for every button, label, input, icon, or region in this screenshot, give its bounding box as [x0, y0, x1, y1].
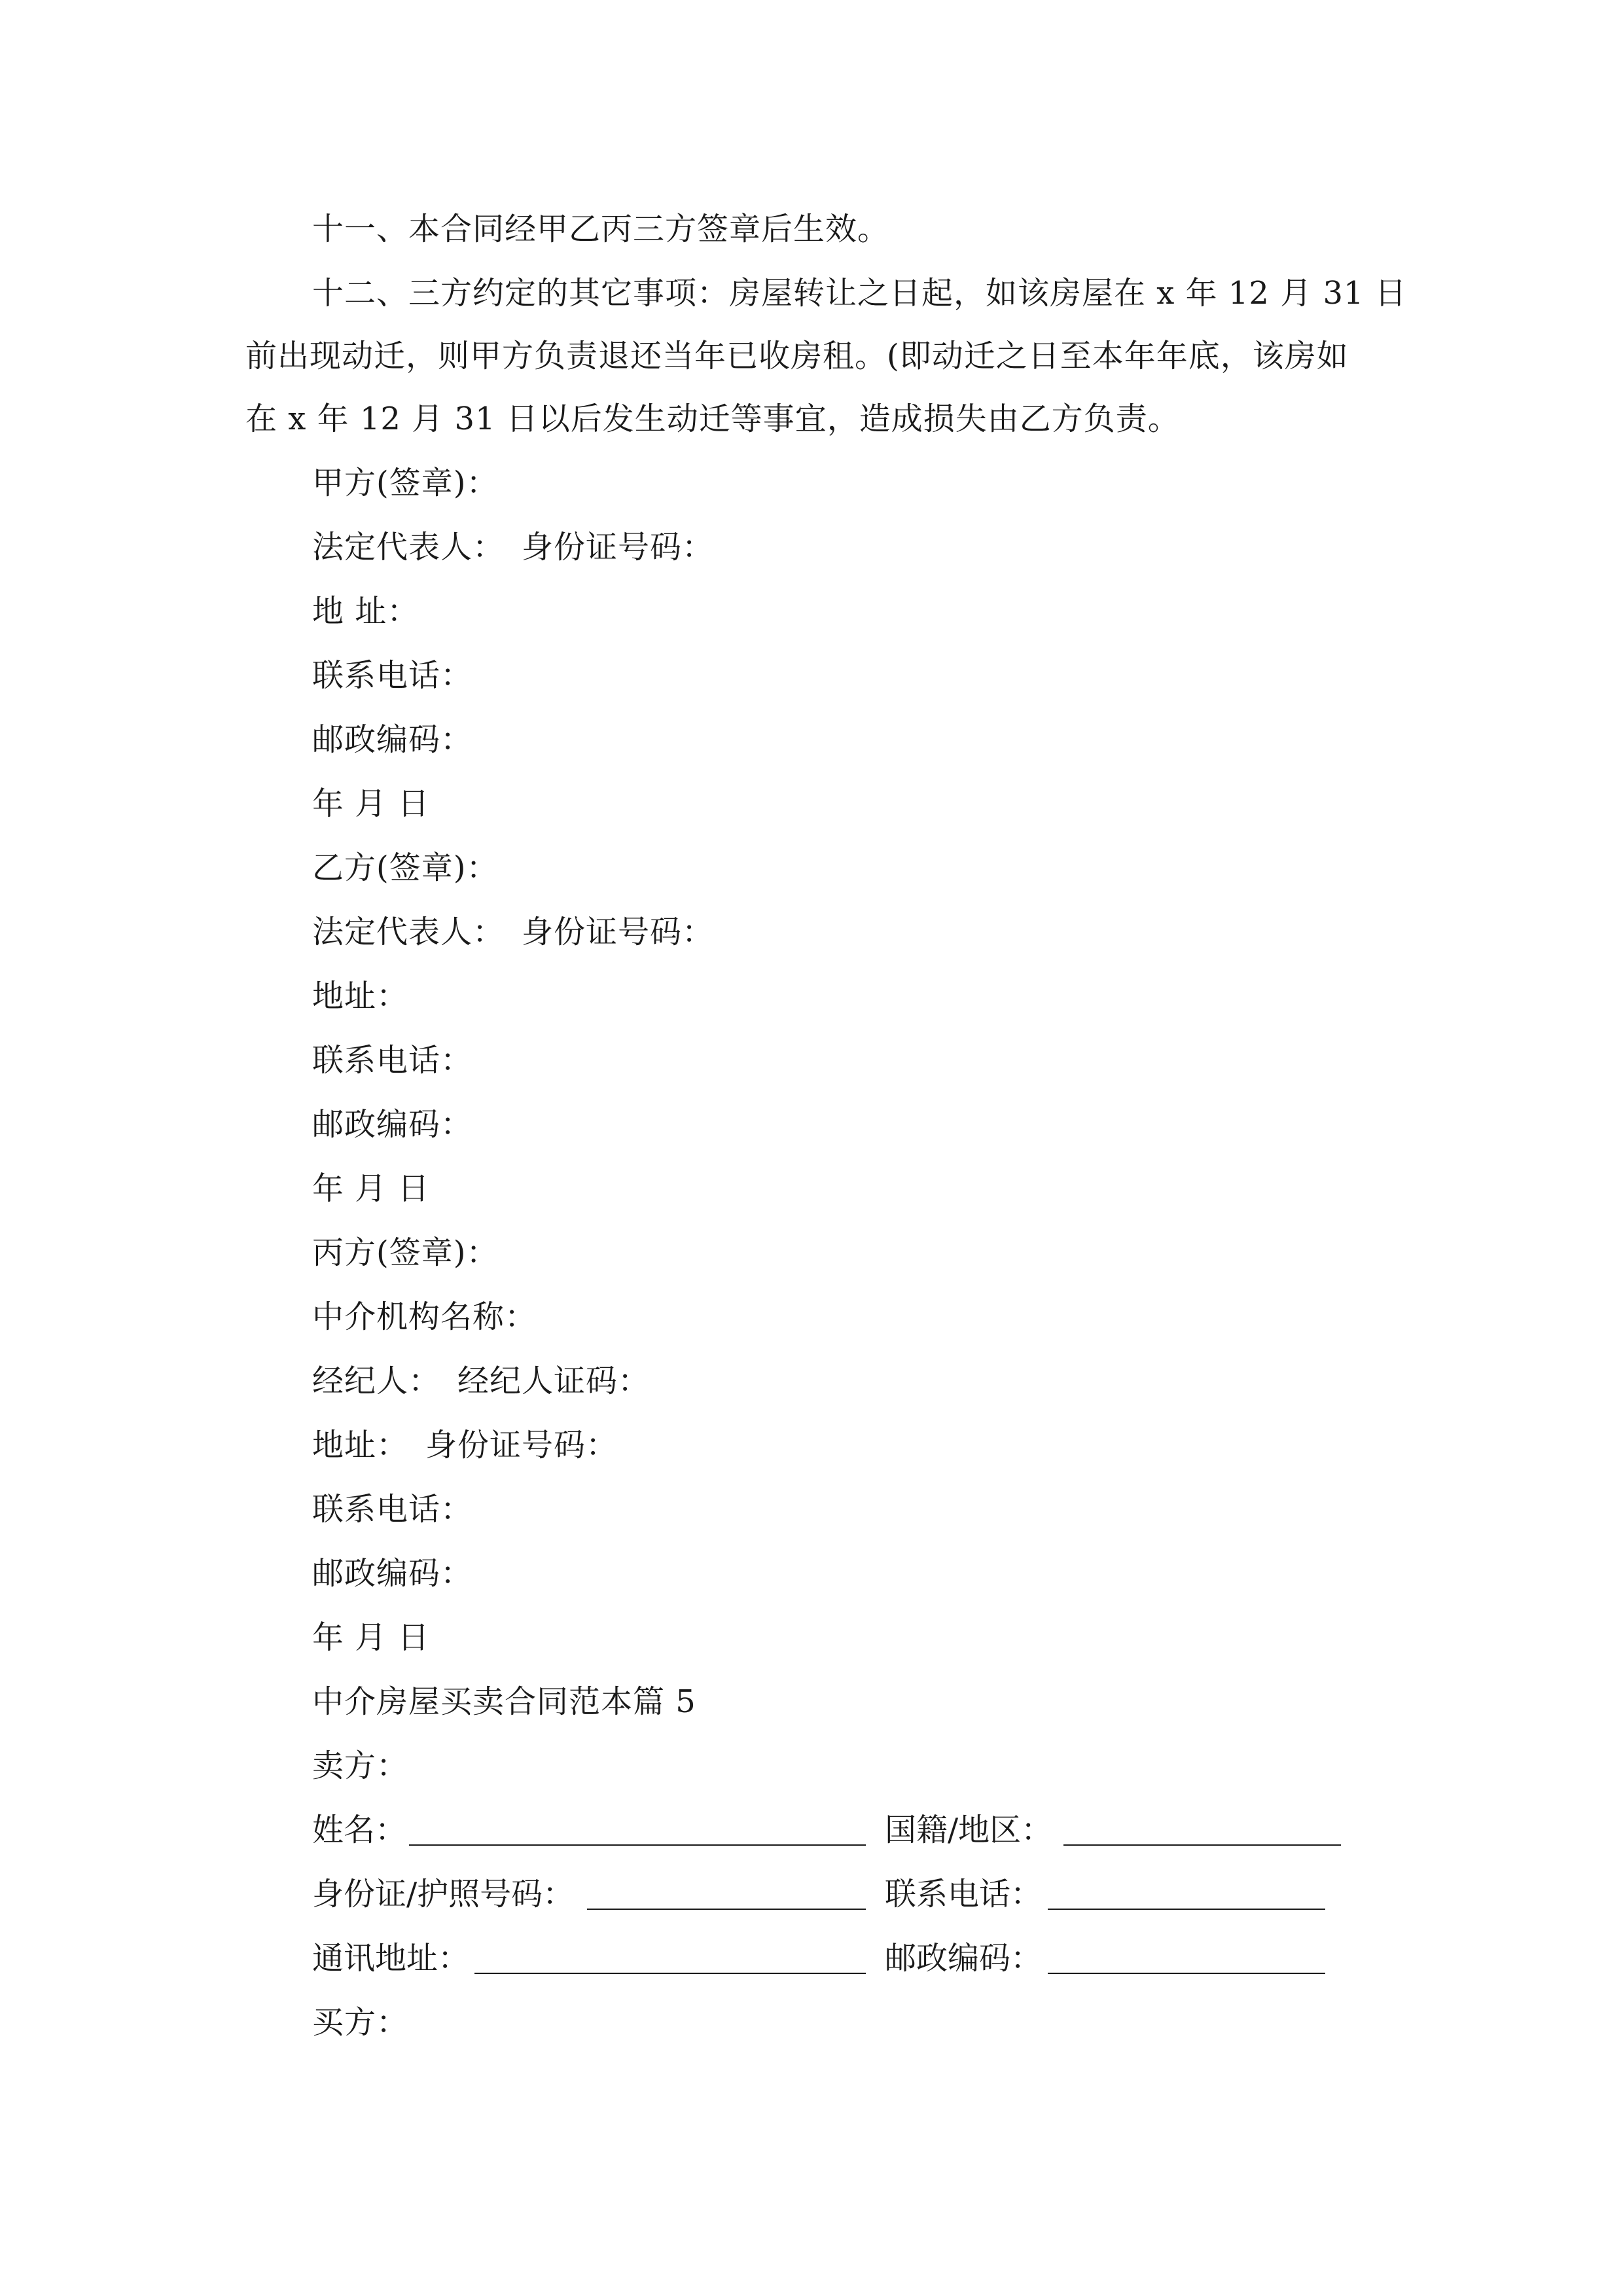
party-a-phone: 联系电话：: [312, 657, 473, 694]
seller-address-blank[interactable]: [474, 1973, 866, 1974]
seller-postcode-label: 邮政编码：: [885, 1940, 1043, 1977]
party-b-date: 年 月 日: [312, 1170, 430, 1207]
seller-nationality-blank[interactable]: [1063, 1844, 1341, 1846]
seller-title: 卖方：: [312, 1748, 409, 1784]
party-a-rep-row: [312, 526, 714, 568]
party-b-postcode: 邮政编码：: [312, 1106, 473, 1143]
party-c-address-label: 地址：: [312, 1427, 409, 1463]
seller-nationality-label: 国籍/地区：: [885, 1812, 1053, 1848]
party-c-postcode: 邮政编码：: [312, 1555, 473, 1592]
party-a-rep-label: 法定代表人：: [312, 529, 505, 565]
party-c-agency: 中介机构名称：: [312, 1299, 537, 1335]
party-c-agent-cert-label: 经纪人证码：: [457, 1363, 651, 1399]
party-b-rep-row: [312, 911, 714, 953]
party-b-rep-label: 法定代表人：: [312, 914, 505, 950]
party-c-title: 丙方(签章)：: [312, 1234, 499, 1271]
clause-12-line-1: 十二、三方约定的其它事项：房屋转让之日起，如该房屋在 x 年 12 月 31 日: [312, 275, 1407, 312]
seller-name-label: 姓名：: [312, 1812, 407, 1848]
party-c-address-row: [312, 1424, 618, 1466]
seller-address-row: [312, 1937, 1359, 1979]
section-title: 中介房屋买卖合同范本篇 5: [312, 1683, 696, 1720]
clause-12-line-3: 在 x 年 12 月 31 日以后发生动迁等事宜，造成损失由乙方负责。: [245, 401, 1180, 437]
seller-id-row: [312, 1873, 1359, 1915]
party-b-phone: 联系电话：: [312, 1042, 473, 1079]
buyer-title: 买方：: [312, 2004, 409, 2041]
seller-name-row: [312, 1809, 1359, 1851]
seller-id-blank[interactable]: [587, 1909, 866, 1910]
party-a-postcode: 邮政编码：: [312, 721, 473, 758]
party-c-id-label: 身份证号码：: [425, 1427, 618, 1463]
seller-phone-label: 联系电话：: [885, 1876, 1043, 1912]
party-a-date: 年 月 日: [312, 785, 430, 822]
seller-id-label: 身份证/护照号码：: [312, 1876, 575, 1912]
party-c-agent-row: [312, 1360, 650, 1402]
party-c-phone: 联系电话：: [312, 1491, 473, 1528]
party-b-title: 乙方(签章)：: [312, 850, 499, 886]
clause-11: 十一、本合同经甲乙丙三方签章后生效。: [312, 211, 890, 247]
clause-12-line-2: 前出现动迁，则甲方负责退还当年已收房租。(即动迁之日至本年年底，该房如: [245, 338, 1349, 374]
party-a-id-label: 身份证号码：: [522, 529, 715, 565]
seller-address-label: 通讯地址：: [312, 1940, 470, 1977]
party-a-address: 地 址：: [312, 593, 419, 630]
party-b-address: 地址：: [312, 978, 409, 1014]
party-c-date: 年 月 日: [312, 1619, 430, 1656]
party-a-title: 甲方(签章)：: [312, 465, 499, 501]
party-c-agent-label: 经纪人：: [312, 1363, 441, 1399]
seller-name-blank[interactable]: [409, 1844, 866, 1846]
party-b-id-label: 身份证号码：: [522, 914, 715, 950]
seller-postcode-blank[interactable]: [1048, 1973, 1325, 1974]
seller-phone-blank[interactable]: [1048, 1909, 1325, 1910]
